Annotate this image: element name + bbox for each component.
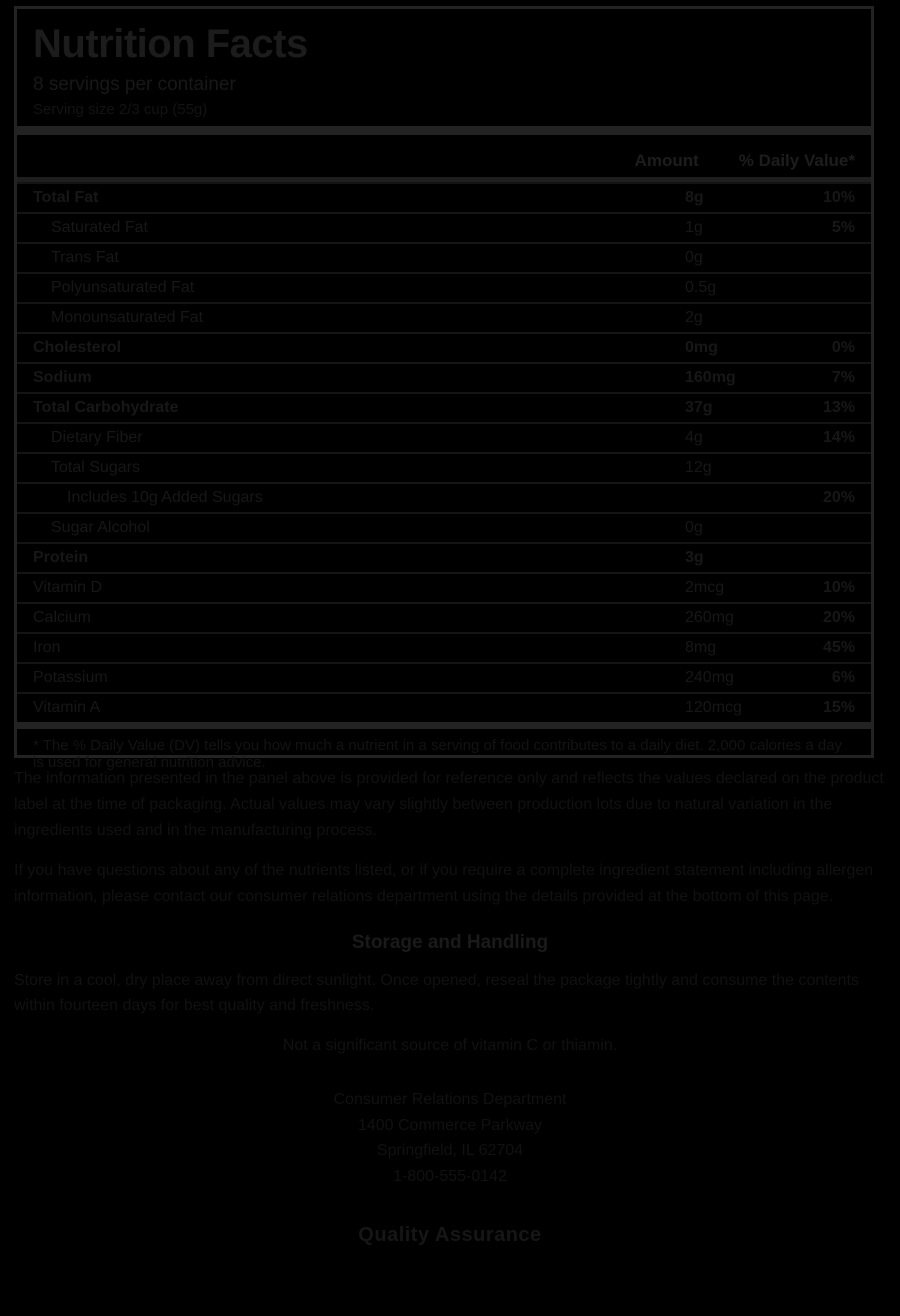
body-paragraph-1: The information presented in the panel above is provided for reference only and reflects the values declared on the product label at the time of packaging. Actual values may vary slightly between production lots due to natural variation in the ingredients used and in the manufacturing process. (14, 770, 884, 839)
page-title: Nutrition Facts (33, 22, 308, 66)
nutrient-name: Vitamin A (33, 698, 101, 716)
column-header-daily-value: % Daily Value* (738, 150, 855, 170)
table-row (17, 302, 871, 332)
nutrient-name: Dietary Fiber (51, 428, 143, 446)
nutrient-amount: 37g (685, 398, 713, 416)
nutrient-daily-value: 0% (831, 338, 855, 356)
column-headers (17, 135, 871, 177)
nutrient-name: Cholesterol (33, 338, 122, 356)
table-row (17, 182, 871, 212)
table-row (17, 242, 871, 272)
table-row (17, 482, 871, 512)
nutrient-daily-value: 13% (822, 398, 855, 416)
address-line-2: 1400 Commerce Parkway (357, 1116, 543, 1134)
signature-line: Quality Assurance (358, 1223, 542, 1246)
contact-address (14, 1087, 886, 1189)
table-row (17, 542, 871, 572)
nutrient-daily-value: 20% (822, 488, 855, 506)
nutrient-amount: 0g (685, 248, 703, 266)
nutrient-name: Total Sugars (51, 458, 140, 476)
table-row (17, 602, 871, 632)
nutrient-daily-value: 10% (822, 578, 855, 596)
serving-size-value: 2/3 cup (55g) (118, 100, 208, 118)
nutrient-name: Trans Fat (51, 248, 119, 266)
nutrient-amount: 4g (685, 428, 703, 446)
body-paragraph-2: If you have questions about any of the nutrients listed, or if you require a complete ingredient statement including allergen information, please contact our consumer relations department using the details provided at the bottom of this page. (14, 861, 874, 905)
nutrient-amount: 12g (685, 458, 712, 476)
nutrient-amount: 1g (685, 218, 703, 236)
nutrient-daily-value: 14% (822, 428, 855, 446)
panel-header (17, 9, 871, 126)
nutrient-name: Polyunsaturated Fat (51, 278, 195, 296)
body-paragraph-4: Not a significant source of vitamin C or thiamin. (282, 1037, 618, 1055)
table-row (17, 572, 871, 602)
nutrient-daily-value: 7% (831, 368, 855, 386)
nutrient-name: Calcium (33, 608, 91, 626)
nutrient-amount: 8g (685, 188, 704, 206)
nutrient-name: Monounsaturated Fat (51, 308, 204, 326)
nutrient-name: Sugar Alcohol (51, 518, 150, 536)
nutrient-name: Vitamin D (33, 578, 103, 596)
nutrient-amount: 240mg (685, 668, 734, 686)
serving-size (33, 101, 855, 118)
table-row (17, 662, 871, 692)
nutrient-amount: 8mg (685, 638, 717, 656)
nutrient-amount: 160mg (685, 368, 736, 386)
daily-value-footnote: * The % Daily Value (DV) tells you how much a nutrient in a serving of food contributes to a daily diet. 2,000 calories a day is used for general nutrition advice. (17, 722, 871, 779)
table-row (17, 212, 871, 242)
nutrient-amount: 3g (685, 548, 704, 566)
table-row (17, 452, 871, 482)
nutrition-facts-panel (14, 6, 874, 771)
nutrient-amount: 260mg (685, 608, 734, 626)
column-header-amount: Amount (634, 150, 699, 170)
body-paragraph-3: Store in a cool, dry place away from direct sunlight. Once opened, reseal the package tightly and consume the contents within fourteen days for best quality and freshness. (14, 971, 859, 1015)
servings-per-container: 8 servings per container (33, 74, 236, 95)
nutrient-amount: 0mg (685, 338, 718, 356)
table-row (17, 392, 871, 422)
table-row (17, 332, 871, 362)
nutrient-amount: 0g (685, 518, 703, 536)
serving-size-label: Serving size (33, 100, 115, 118)
nutrient-name: Saturated Fat (51, 218, 148, 236)
nutrient-amount: 2g (685, 308, 703, 326)
nutrient-amount: 0.5g (685, 278, 717, 296)
table-row (17, 422, 871, 452)
nutrient-daily-value: 15% (822, 698, 855, 716)
nutrient-name: Total Fat (33, 188, 99, 206)
nutrient-rows (17, 182, 871, 722)
address-phone: 1-800-555-0142 (393, 1168, 507, 1186)
nutrient-name: Potassium (33, 668, 108, 686)
address-line-1: Consumer Relations Department (333, 1091, 567, 1109)
table-row (17, 512, 871, 542)
address-line-3: Springfield, IL 62704 (376, 1142, 524, 1160)
nutrient-daily-value: 20% (822, 608, 855, 626)
nutrient-amount: 2mcg (685, 578, 725, 596)
nutrient-name: Protein (33, 548, 89, 566)
nutrient-daily-value: 5% (831, 218, 855, 236)
table-row (17, 632, 871, 662)
nutrient-name: Total Carbohydrate (33, 398, 179, 416)
nutrient-name: Includes 10g Added Sugars (67, 488, 263, 506)
divider-thick-top (17, 126, 871, 135)
table-row (17, 272, 871, 302)
nutrient-name: Iron (33, 638, 61, 656)
nutrient-amount: 120mcg (685, 698, 742, 716)
document-body (14, 766, 886, 1247)
nutrient-daily-value: 10% (822, 188, 855, 206)
nutrient-daily-value: 6% (831, 668, 855, 686)
nutrient-daily-value: 45% (822, 638, 855, 656)
section-heading-storage: Storage and Handling (351, 931, 549, 953)
table-row (17, 362, 871, 392)
nutrient-name: Sodium (33, 368, 92, 386)
table-row (17, 692, 871, 722)
